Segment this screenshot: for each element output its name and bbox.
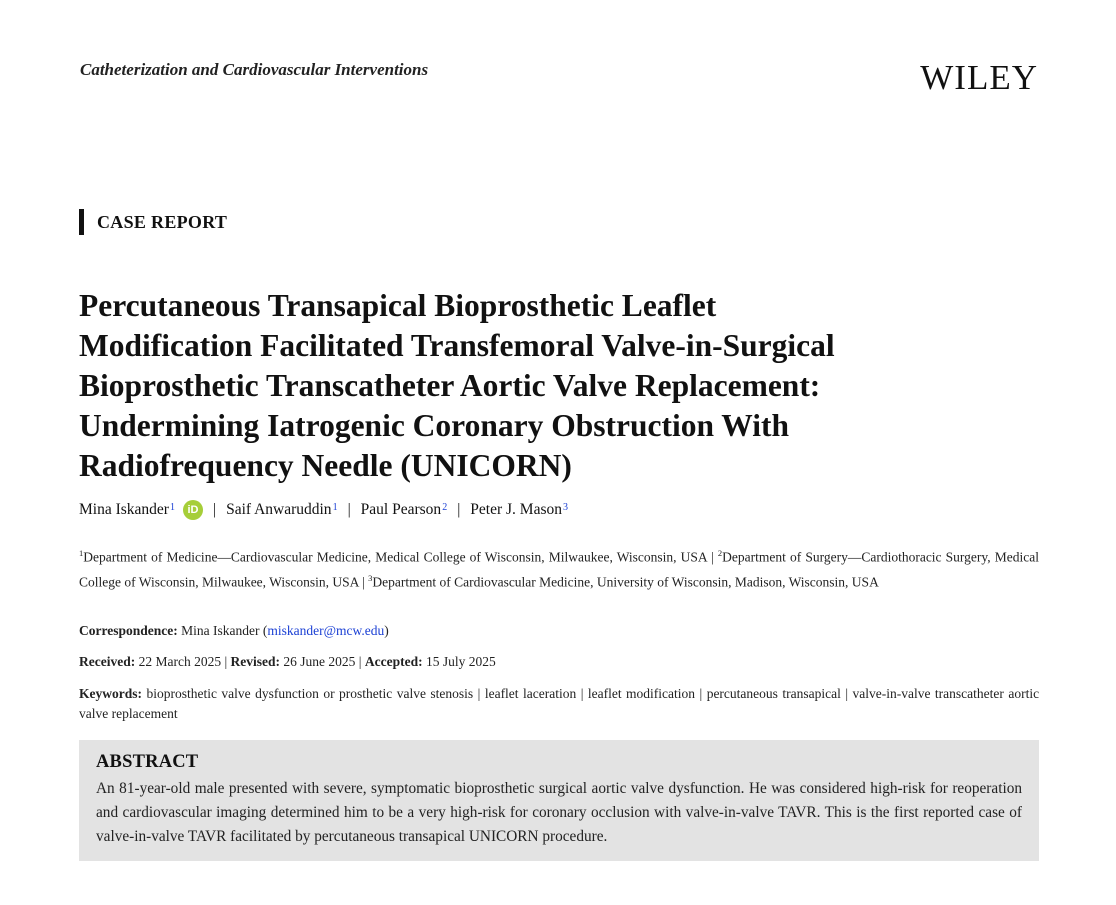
author-separator: |: [457, 501, 461, 518]
keyword[interactable]: leaflet modification: [587, 686, 696, 701]
affil-separator: |: [362, 574, 365, 590]
keyword[interactable]: leaflet laceration: [484, 686, 577, 701]
abstract-heading: ABSTRACT: [96, 752, 199, 772]
keyword-separator: |: [580, 686, 584, 701]
article-type: [79, 209, 227, 235]
title-line: Bioprosthetic Transcatheter Aortic Valve Replacement:: [79, 368, 821, 403]
date-separator: |: [224, 654, 228, 669]
section-bar: [79, 209, 84, 235]
affiliation: Department of Medicine—Cardiovascular Medicine, Medical College of Wisconsin, Milwaukee, Wisconsin, USA: [83, 549, 707, 565]
author-affil-ref[interactable]: 3: [563, 501, 568, 513]
keyword[interactable]: valve-in-valve transcatheter aortic valve replacement: [79, 686, 1040, 721]
publisher-logo[interactable]: WILEY: [920, 58, 1038, 97]
author-separator: |: [347, 501, 351, 518]
correspondence-email-link[interactable]: miskander@mcw.edu: [267, 623, 385, 638]
author-name[interactable]: Paul Pearson: [360, 501, 442, 518]
keyword[interactable]: bioprosthetic valve dysfunction or prosthetic valve stenosis: [146, 686, 474, 701]
correspondence: Correspondence: Mina Iskander (miskander@mcw.edu): [79, 623, 389, 638]
affiliation: Department of Surgery—Cardiothoracic Surgery, Medical College of Wisconsin, Milwaukee, Wisconsin, USA: [79, 549, 1040, 590]
received-label: Received:: [79, 654, 136, 669]
author-separator: |: [212, 501, 217, 518]
article-type-label: CASE REPORT: [97, 211, 228, 232]
author-list: [79, 500, 568, 520]
affil-separator: |: [711, 549, 714, 565]
article-dates: [79, 654, 496, 670]
keyword[interactable]: percutaneous transapical: [706, 686, 841, 701]
keywords-label: Keywords:: [79, 686, 142, 701]
affil-sup: 1: [79, 548, 84, 558]
revised-label: Revised:: [230, 654, 281, 669]
abstract-body: An 81-year-old male presented with severe, symptomatic bioprosthetic surgical aortic valve dysfunction. He was considered high-risk for reoperation and cardiovascular imaging determined him to be a very high-risk for coronary occlusion with valve-in-valve TAVR. This is the first reported case of valve-in-valve TAVR facilitated by percutaneous transapical UNICORN procedure.: [96, 780, 1022, 845]
correspondence-label: Correspondence:: [79, 623, 178, 638]
accepted-date: 15 July 2025: [425, 654, 496, 669]
title-line: Radiofrequency Needle (UNICORN): [79, 448, 572, 483]
affil-sup: 3: [368, 573, 373, 583]
author-affil-ref[interactable]: 1: [332, 501, 338, 513]
accepted-label: Accepted:: [364, 654, 423, 669]
author-affil-ref[interactable]: 1: [169, 501, 175, 513]
revised-date: 26 June 2025: [283, 654, 356, 669]
affil-sup: 2: [717, 548, 723, 558]
author-name[interactable]: Saif Anwaruddin: [226, 501, 332, 518]
journal-name[interactable]: Catheterization and Cardiovascular Interventions: [80, 60, 429, 79]
keyword-separator: |: [845, 686, 849, 701]
affiliations: [79, 543, 1039, 593]
title-line: Undermining Iatrogenic Coronary Obstruction With: [79, 408, 789, 443]
author-name[interactable]: Mina Iskander: [79, 501, 169, 518]
author-name[interactable]: Peter J. Mason: [470, 501, 562, 518]
title-line: Percutaneous Transapical Bioprosthetic Leaflet: [79, 288, 717, 323]
keywords: [79, 684, 1039, 723]
keyword-separator: |: [477, 686, 481, 701]
affiliation: Department of Cardiovascular Medicine, University of Wisconsin, Madison, Wisconsin, USA: [372, 574, 879, 590]
keyword-separator: |: [699, 686, 703, 701]
author-affil-ref[interactable]: 2: [442, 501, 448, 513]
title-line: Modification Facilitated Transfemoral Valve-in-Surgical: [79, 328, 835, 363]
abstract-box: [79, 740, 1039, 861]
date-separator: |: [358, 654, 362, 669]
orcid-icon[interactable]: iD: [183, 500, 203, 520]
correspondence-name: Mina Iskander: [181, 623, 260, 638]
received-date: 22 March 2025: [138, 654, 222, 669]
article-title: [79, 286, 1039, 486]
